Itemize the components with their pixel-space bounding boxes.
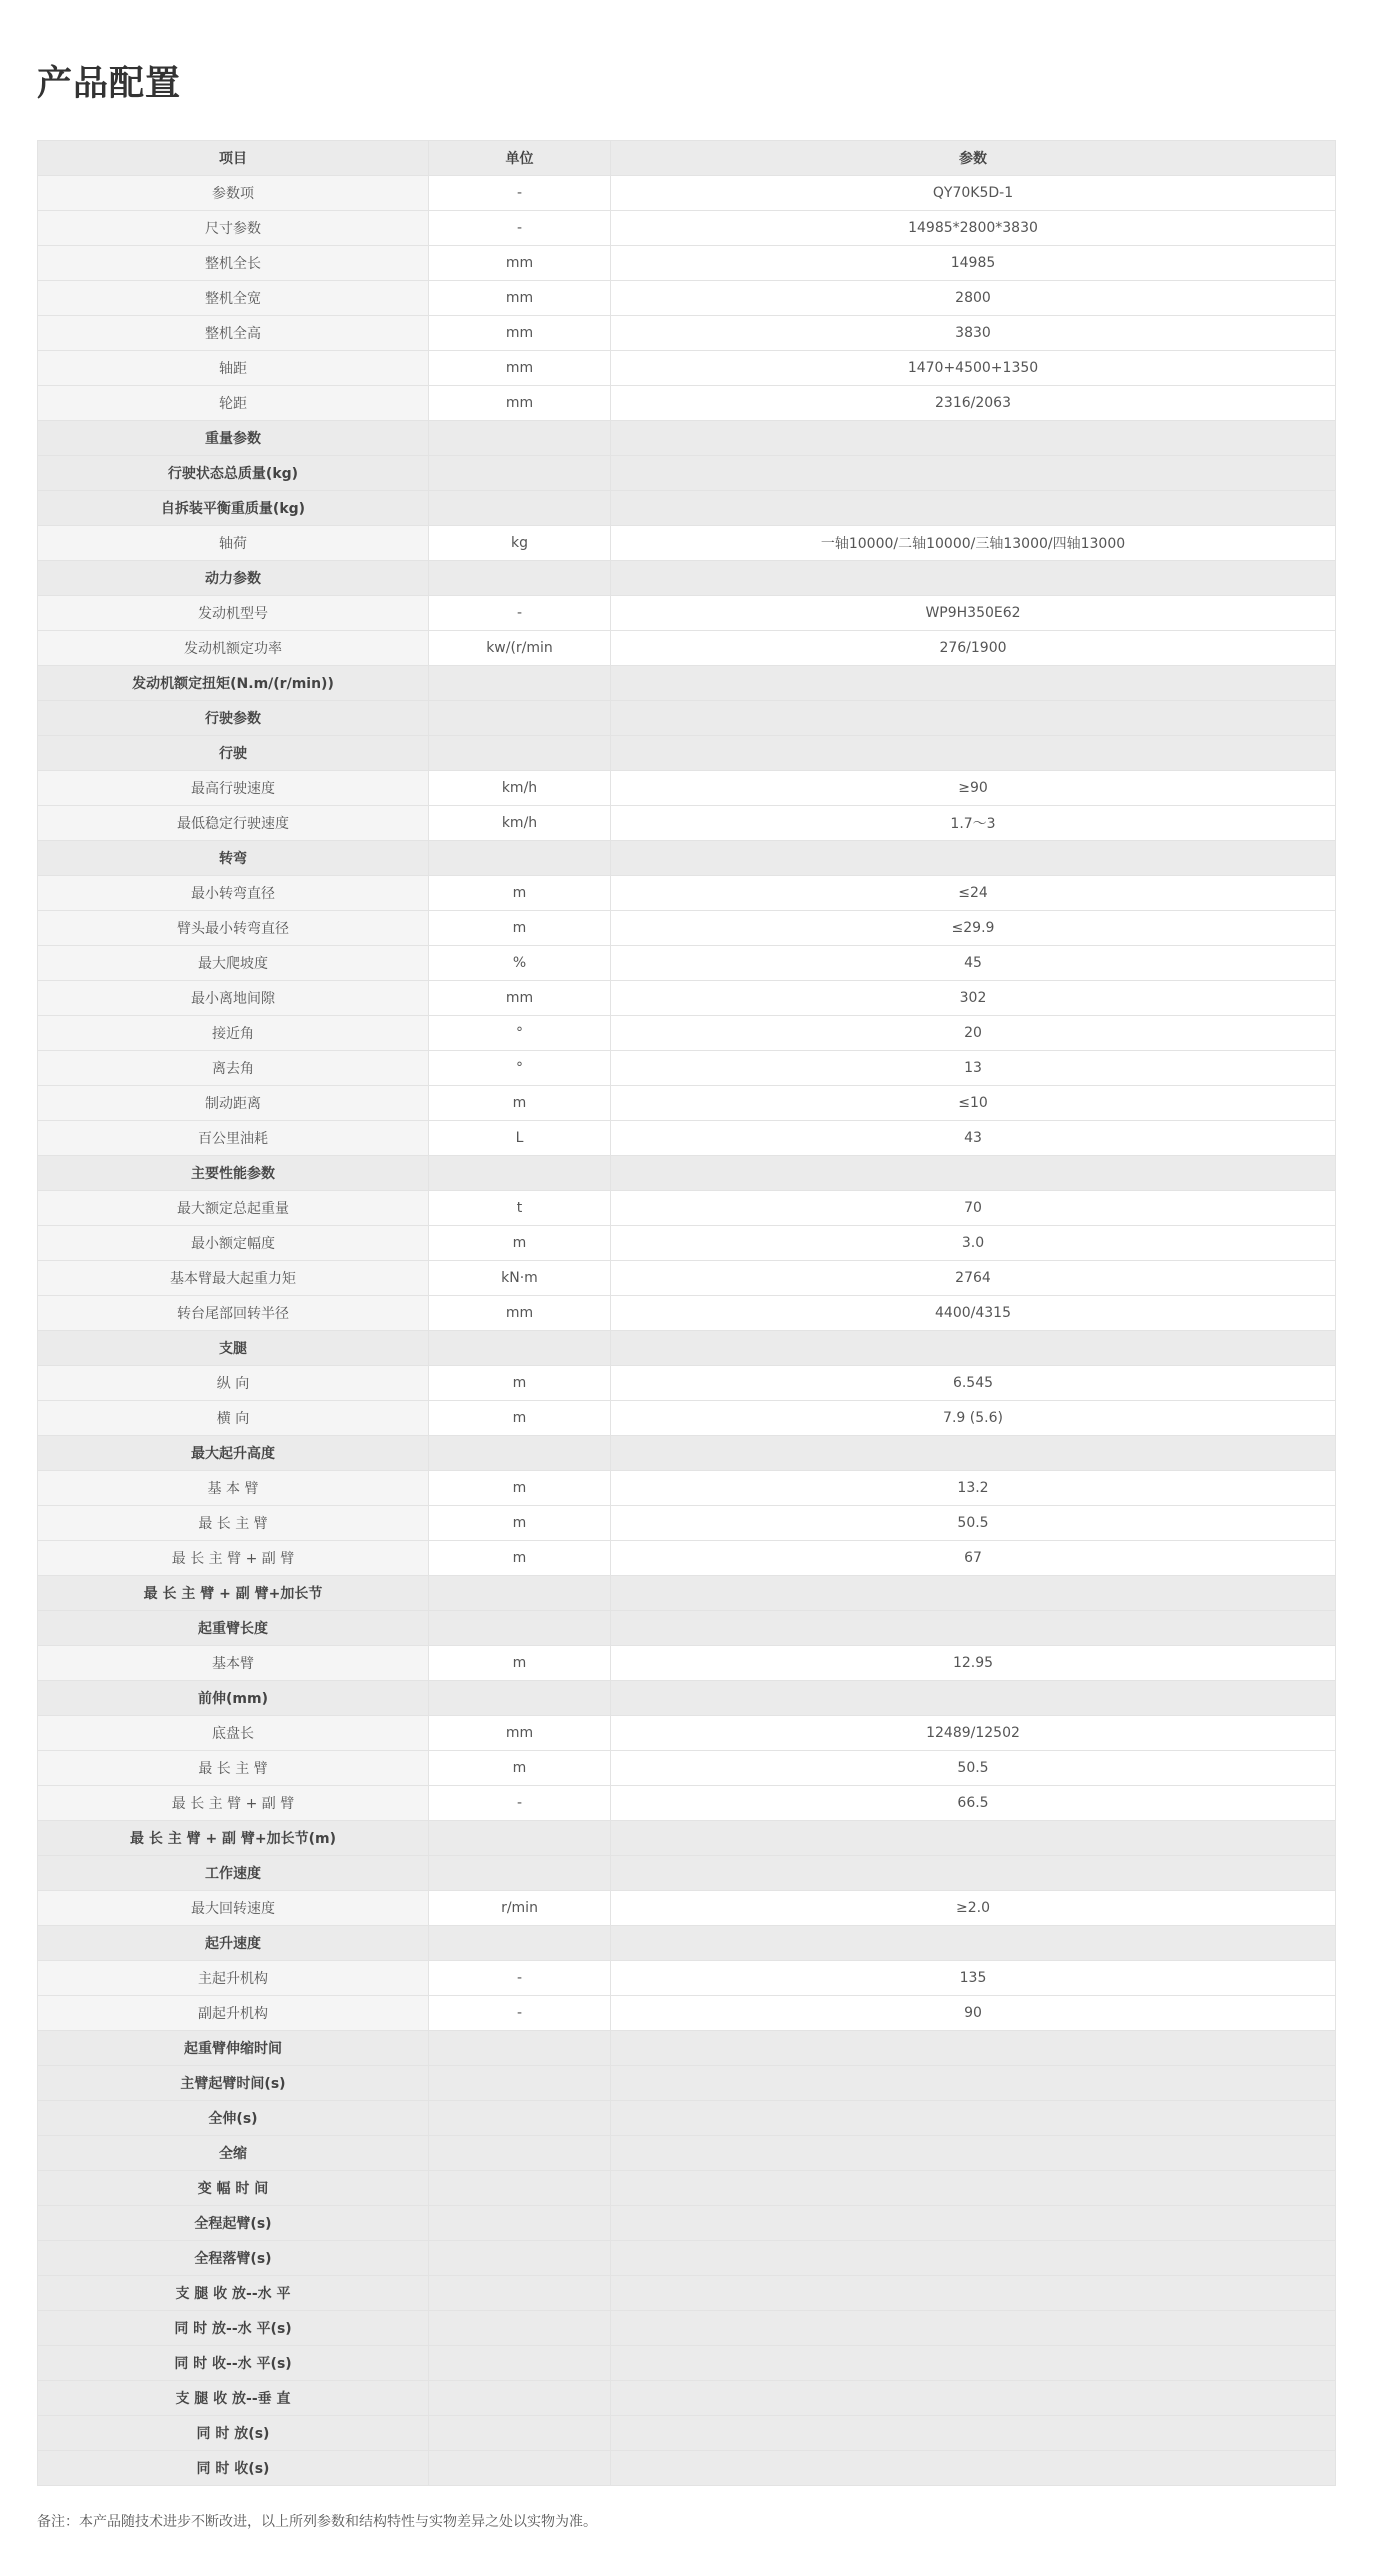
cell-value: 14985*2800*3830 <box>611 211 1336 246</box>
cell-unit: kw/(r/min <box>429 631 611 666</box>
cell-unit: mm <box>429 386 611 421</box>
table-row <box>38 981 1336 1016</box>
cell-unit <box>429 1331 611 1366</box>
section-row <box>38 2101 1336 2136</box>
cell-value <box>611 2241 1336 2276</box>
cell-unit <box>429 1611 611 1646</box>
table-row <box>38 351 1336 386</box>
cell-item: 最大起升高度 <box>38 1436 429 1471</box>
cell-unit <box>429 2311 611 2346</box>
cell-value: 14985 <box>611 246 1336 281</box>
table-row <box>38 771 1336 806</box>
table-row <box>38 596 1336 631</box>
cell-item: 横 向 <box>38 1401 429 1436</box>
cell-unit: m <box>429 1086 611 1121</box>
cell-value <box>611 1576 1336 1611</box>
cell-unit <box>429 561 611 596</box>
cell-unit: m <box>429 1506 611 1541</box>
cell-item: 最 长 主 臂 <box>38 1751 429 1786</box>
cell-unit <box>429 841 611 876</box>
section-row <box>38 2206 1336 2241</box>
cell-value: 3830 <box>611 316 1336 351</box>
cell-item: 发动机型号 <box>38 596 429 631</box>
section-row <box>38 1576 1336 1611</box>
cell-value: 43 <box>611 1121 1336 1156</box>
section-row <box>38 561 1336 596</box>
header-value: 参数 <box>611 141 1336 176</box>
cell-value: 1470+4500+1350 <box>611 351 1336 386</box>
cell-unit <box>429 2031 611 2066</box>
cell-unit: m <box>429 1471 611 1506</box>
header-item: 项目 <box>38 141 429 176</box>
cell-unit: m <box>429 911 611 946</box>
cell-value <box>611 841 1336 876</box>
cell-value <box>611 1156 1336 1191</box>
table-row <box>38 526 1336 561</box>
cell-unit <box>429 2206 611 2241</box>
cell-unit: t <box>429 1191 611 1226</box>
cell-item: 尺寸参数 <box>38 211 429 246</box>
cell-unit <box>429 1156 611 1191</box>
table-row <box>38 806 1336 841</box>
cell-value <box>611 2311 1336 2346</box>
cell-value <box>611 2171 1336 2206</box>
cell-item: 动力参数 <box>38 561 429 596</box>
table-row <box>38 316 1336 351</box>
section-row <box>38 1926 1336 1961</box>
cell-item: 百公里油耗 <box>38 1121 429 1156</box>
cell-value <box>611 2206 1336 2241</box>
cell-item: 主要性能参数 <box>38 1156 429 1191</box>
cell-value: 2316/2063 <box>611 386 1336 421</box>
section-row <box>38 1856 1336 1891</box>
cell-unit <box>429 1681 611 1716</box>
cell-value: 13.2 <box>611 1471 1336 1506</box>
cell-item: 全程起臂(s) <box>38 2206 429 2241</box>
table-row <box>38 631 1336 666</box>
cell-unit: - <box>429 211 611 246</box>
cell-item: 最 长 主 臂 + 副 臂 <box>38 1541 429 1576</box>
cell-item: 工作速度 <box>38 1856 429 1891</box>
cell-item: 同 时 收--水 平(s) <box>38 2346 429 2381</box>
table-row <box>38 1961 1336 1996</box>
cell-value: 70 <box>611 1191 1336 1226</box>
cell-item: 起重臂长度 <box>38 1611 429 1646</box>
table-row <box>38 386 1336 421</box>
cell-unit <box>429 2346 611 2381</box>
cell-value: 50.5 <box>611 1751 1336 1786</box>
cell-item: 最 长 主 臂 + 副 臂 <box>38 1786 429 1821</box>
cell-item: 重量参数 <box>38 421 429 456</box>
table-row <box>38 1891 1336 1926</box>
cell-value: ≤29.9 <box>611 911 1336 946</box>
section-row <box>38 736 1336 771</box>
cell-unit <box>429 701 611 736</box>
section-row <box>38 1156 1336 1191</box>
cell-unit: m <box>429 1366 611 1401</box>
cell-unit: m <box>429 1541 611 1576</box>
section-row <box>38 2031 1336 2066</box>
section-row <box>38 456 1336 491</box>
cell-value <box>611 1611 1336 1646</box>
cell-unit: r/min <box>429 1891 611 1926</box>
table-header-row <box>38 141 1336 176</box>
spec-table <box>37 140 1336 2486</box>
section-row <box>38 1436 1336 1471</box>
footnote: 备注：本产品随技术进步不断改进，以上所列参数和结构特性与实物差异之处以实物为准。 <box>37 2514 597 2530</box>
cell-item: 整机全宽 <box>38 281 429 316</box>
cell-value <box>611 1821 1336 1856</box>
section-row <box>38 2171 1336 2206</box>
cell-value: WP9H350E62 <box>611 596 1336 631</box>
cell-item: 全缩 <box>38 2136 429 2171</box>
cell-unit: - <box>429 176 611 211</box>
cell-item: 起升速度 <box>38 1926 429 1961</box>
cell-unit: m <box>429 876 611 911</box>
cell-unit <box>429 666 611 701</box>
cell-item: 基 本 臂 <box>38 1471 429 1506</box>
cell-value <box>611 1436 1336 1471</box>
cell-value: 2764 <box>611 1261 1336 1296</box>
cell-item: 发动机额定功率 <box>38 631 429 666</box>
cell-value: 12.95 <box>611 1646 1336 1681</box>
cell-unit: km/h <box>429 806 611 841</box>
cell-unit: ° <box>429 1051 611 1086</box>
cell-item: 自拆装平衡重质量(kg) <box>38 491 429 526</box>
cell-item: 最 长 主 臂 <box>38 1506 429 1541</box>
cell-value: 66.5 <box>611 1786 1336 1821</box>
cell-unit: mm <box>429 351 611 386</box>
table-row <box>38 1016 1336 1051</box>
cell-item: 整机全高 <box>38 316 429 351</box>
section-row <box>38 2451 1336 2486</box>
table-row <box>38 1506 1336 1541</box>
cell-value <box>611 421 1336 456</box>
cell-item: 同 时 放(s) <box>38 2416 429 2451</box>
cell-item: 底盘长 <box>38 1716 429 1751</box>
cell-item: 最大爬坡度 <box>38 946 429 981</box>
cell-unit: kN·m <box>429 1261 611 1296</box>
cell-value <box>611 736 1336 771</box>
cell-item: 最大额定总起重量 <box>38 1191 429 1226</box>
table-row <box>38 1541 1336 1576</box>
cell-unit: kg <box>429 526 611 561</box>
table-row <box>38 1471 1336 1506</box>
cell-unit <box>429 491 611 526</box>
cell-unit <box>429 2416 611 2451</box>
cell-unit: - <box>429 1786 611 1821</box>
table-row <box>38 1121 1336 1156</box>
cell-unit: m <box>429 1401 611 1436</box>
cell-value: 302 <box>611 981 1336 1016</box>
cell-value: 276/1900 <box>611 631 1336 666</box>
table-row <box>38 1786 1336 1821</box>
cell-value <box>611 2101 1336 2136</box>
cell-value <box>611 1856 1336 1891</box>
table-row <box>38 946 1336 981</box>
cell-unit: % <box>429 946 611 981</box>
cell-unit: m <box>429 1646 611 1681</box>
section-row <box>38 2381 1336 2416</box>
section-row <box>38 1611 1336 1646</box>
cell-unit: mm <box>429 281 611 316</box>
cell-item: 支 腿 收 放--水 平 <box>38 2276 429 2311</box>
cell-unit <box>429 2101 611 2136</box>
cell-item: 最大回转速度 <box>38 1891 429 1926</box>
cell-unit <box>429 1436 611 1471</box>
table-row <box>38 1296 1336 1331</box>
cell-item: 最高行驶速度 <box>38 771 429 806</box>
cell-unit <box>429 2171 611 2206</box>
section-row <box>38 1821 1336 1856</box>
cell-unit: - <box>429 596 611 631</box>
cell-value: QY70K5D-1 <box>611 176 1336 211</box>
cell-unit <box>429 1576 611 1611</box>
cell-value: 90 <box>611 1996 1336 2031</box>
section-row <box>38 2311 1336 2346</box>
cell-value <box>611 456 1336 491</box>
cell-unit <box>429 421 611 456</box>
cell-value <box>611 2381 1336 2416</box>
cell-item: 最低稳定行驶速度 <box>38 806 429 841</box>
cell-value <box>611 1681 1336 1716</box>
table-row <box>38 1366 1336 1401</box>
cell-unit: - <box>429 1996 611 2031</box>
cell-value <box>611 2276 1336 2311</box>
cell-unit: mm <box>429 246 611 281</box>
cell-item: 纵 向 <box>38 1366 429 1401</box>
cell-value <box>611 2066 1336 2101</box>
cell-unit: L <box>429 1121 611 1156</box>
cell-unit <box>429 2136 611 2171</box>
cell-value: 45 <box>611 946 1336 981</box>
cell-item: 变 幅 时 间 <box>38 2171 429 2206</box>
cell-item: 同 时 放--水 平(s) <box>38 2311 429 2346</box>
cell-value: 20 <box>611 1016 1336 1051</box>
cell-value: 4400/4315 <box>611 1296 1336 1331</box>
table-row <box>38 246 1336 281</box>
cell-value: ≥90 <box>611 771 1336 806</box>
cell-unit: km/h <box>429 771 611 806</box>
section-row <box>38 841 1336 876</box>
cell-unit: mm <box>429 1296 611 1331</box>
page-title: 产品配置 <box>37 64 182 104</box>
table-row <box>38 211 1336 246</box>
table-row <box>38 1996 1336 2031</box>
cell-item: 全伸(s) <box>38 2101 429 2136</box>
cell-value: 一轴10000/二轴10000/三轴13000/四轴13000 <box>611 526 1336 561</box>
table-body <box>38 176 1336 2486</box>
cell-value: 3.0 <box>611 1226 1336 1261</box>
cell-item: 轮距 <box>38 386 429 421</box>
cell-item: 最小额定幅度 <box>38 1226 429 1261</box>
section-row <box>38 491 1336 526</box>
cell-item: 转弯 <box>38 841 429 876</box>
cell-unit: m <box>429 1751 611 1786</box>
section-row <box>38 2066 1336 2101</box>
cell-value: ≤24 <box>611 876 1336 911</box>
cell-item: 离去角 <box>38 1051 429 1086</box>
cell-item: 支腿 <box>38 1331 429 1366</box>
cell-unit <box>429 1821 611 1856</box>
cell-unit: - <box>429 1961 611 1996</box>
cell-value <box>611 701 1336 736</box>
table-row <box>38 1751 1336 1786</box>
cell-item: 转台尾部回转半径 <box>38 1296 429 1331</box>
cell-value: ≤10 <box>611 1086 1336 1121</box>
cell-value: 12489/12502 <box>611 1716 1336 1751</box>
cell-value: 67 <box>611 1541 1336 1576</box>
cell-unit <box>429 2066 611 2101</box>
table-row <box>38 1226 1336 1261</box>
section-row <box>38 666 1336 701</box>
cell-item: 轴距 <box>38 351 429 386</box>
cell-value: 6.545 <box>611 1366 1336 1401</box>
table-row <box>38 1261 1336 1296</box>
cell-item: 轴荷 <box>38 526 429 561</box>
cell-item: 行驶参数 <box>38 701 429 736</box>
section-row <box>38 2136 1336 2171</box>
cell-value <box>611 2451 1336 2486</box>
cell-unit <box>429 2276 611 2311</box>
cell-unit <box>429 2451 611 2486</box>
table-row <box>38 176 1336 211</box>
table-row <box>38 1051 1336 1086</box>
table-row <box>38 876 1336 911</box>
cell-unit: ° <box>429 1016 611 1051</box>
cell-item: 参数项 <box>38 176 429 211</box>
cell-value <box>611 2346 1336 2381</box>
cell-item: 起重臂伸缩时间 <box>38 2031 429 2066</box>
section-row <box>38 421 1336 456</box>
header-unit: 单位 <box>429 141 611 176</box>
table-row <box>38 1401 1336 1436</box>
cell-value <box>611 561 1336 596</box>
cell-value <box>611 666 1336 701</box>
cell-item: 最小转弯直径 <box>38 876 429 911</box>
cell-value <box>611 1926 1336 1961</box>
cell-item: 主起升机构 <box>38 1961 429 1996</box>
cell-value <box>611 2136 1336 2171</box>
table-row <box>38 1716 1336 1751</box>
cell-item: 行驶 <box>38 736 429 771</box>
cell-value: 50.5 <box>611 1506 1336 1541</box>
cell-unit: m <box>429 1226 611 1261</box>
cell-item: 副起升机构 <box>38 1996 429 2031</box>
cell-item: 行驶状态总质量(kg) <box>38 456 429 491</box>
cell-unit <box>429 2241 611 2276</box>
cell-unit <box>429 2381 611 2416</box>
cell-item: 最 长 主 臂 + 副 臂+加长节(m) <box>38 1821 429 1856</box>
cell-item: 主臂起臂时间(s) <box>38 2066 429 2101</box>
cell-value: 1.7～3 <box>611 806 1336 841</box>
cell-unit: mm <box>429 981 611 1016</box>
table-row <box>38 281 1336 316</box>
section-row <box>38 2346 1336 2381</box>
cell-item: 基本臂 <box>38 1646 429 1681</box>
section-row <box>38 1681 1336 1716</box>
table-row <box>38 1086 1336 1121</box>
cell-value: 135 <box>611 1961 1336 1996</box>
cell-value: 2800 <box>611 281 1336 316</box>
cell-value <box>611 491 1336 526</box>
cell-value <box>611 2416 1336 2451</box>
cell-item: 前伸(mm) <box>38 1681 429 1716</box>
cell-unit <box>429 1856 611 1891</box>
cell-value <box>611 1331 1336 1366</box>
cell-value: 13 <box>611 1051 1336 1086</box>
section-row <box>38 2276 1336 2311</box>
cell-item: 支 腿 收 放--垂 直 <box>38 2381 429 2416</box>
table-row <box>38 1191 1336 1226</box>
cell-unit <box>429 456 611 491</box>
cell-item: 最 长 主 臂 + 副 臂+加长节 <box>38 1576 429 1611</box>
section-row <box>38 2416 1336 2451</box>
section-row <box>38 1331 1336 1366</box>
cell-item: 整机全长 <box>38 246 429 281</box>
cell-item: 同 时 收(s) <box>38 2451 429 2486</box>
cell-unit: mm <box>429 316 611 351</box>
cell-unit <box>429 1926 611 1961</box>
section-row <box>38 701 1336 736</box>
cell-unit <box>429 736 611 771</box>
cell-item: 臂头最小转弯直径 <box>38 911 429 946</box>
cell-item: 全程落臂(s) <box>38 2241 429 2276</box>
cell-item: 基本臂最大起重力矩 <box>38 1261 429 1296</box>
cell-value: 7.9 (5.6) <box>611 1401 1336 1436</box>
cell-value <box>611 2031 1336 2066</box>
cell-item: 制动距离 <box>38 1086 429 1121</box>
cell-item: 发动机额定扭矩(N.m/(r/min)) <box>38 666 429 701</box>
section-row <box>38 2241 1336 2276</box>
table-row <box>38 1646 1336 1681</box>
cell-value: ≥2.0 <box>611 1891 1336 1926</box>
table-row <box>38 911 1336 946</box>
cell-unit: mm <box>429 1716 611 1751</box>
cell-item: 接近角 <box>38 1016 429 1051</box>
cell-item: 最小离地间隙 <box>38 981 429 1016</box>
